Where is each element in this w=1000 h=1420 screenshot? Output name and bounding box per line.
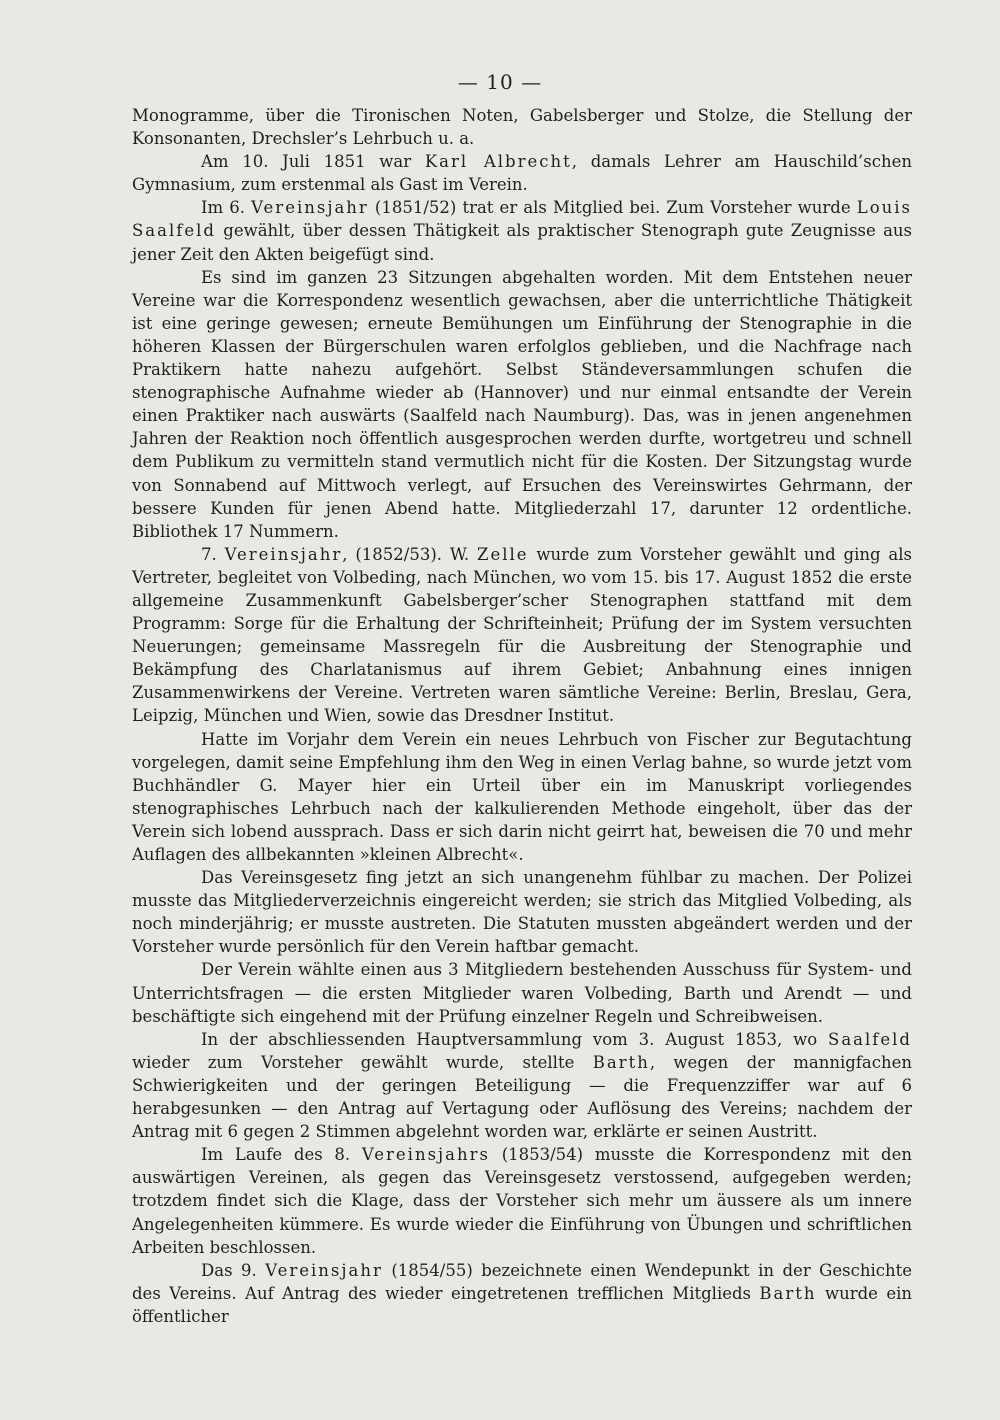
emphasized-text: Karl Albrecht xyxy=(424,152,572,172)
text-segment: Am 10. Juli 1851 war xyxy=(201,152,425,172)
emphasized-text: Vereinsjahrs xyxy=(361,1145,490,1165)
text-segment: In der abschliessenden Hauptversammlung vom 3. August 1853, wo xyxy=(201,1029,829,1049)
emphasized-text: Louis Saalfeld xyxy=(132,198,912,241)
paragraph xyxy=(132,266,912,543)
text-segment: Hatte im Vorjahr dem Verein ein neues Lehrbuch von Fischer zur Begutachtung vorgelegen, damit seine Empfehlung ihm den Weg in einen Verlag bahne, so wurde jetzt vom Buchhändler G. Mayer hier ein Urteil über ein im Manuskript vorliegendes stenographisches Lehrbuch nach der kalkulierenden Methode eingeholt, über das der Verein sich lobend aussprach. Dass er sich darin nicht geirrt hat, beweisen die 70 und mehr Auflagen des allbekannten »kleinen Albrecht«. xyxy=(132,729,912,864)
text-segment: wurde zum Vorsteher gewählt und ging als Vertreter, begleitet von Volbeding, nach München, wo vom 15. bis 17. August 1852 die erste allgemeine Zusammenkunft Gabelsberger’scher Stenographen stattfand mit dem Programm: Sorge für die Erhaltung der Schrifteinheit; Prüfung der im System versuchten Neuerungen; gemeinsame Massregeln für die Ausbreitung der Stenographie und Bekämpfung des Charlatanismus auf ihrem Gebiet; Anbahnung eines innigen Zusammenwirkens der Vereine. Vertreten waren sämtliche Vereine: Berlin, Breslau, Gera, Leipzig, München und Wien, sowie das Dresdner Institut. xyxy=(132,544,912,726)
paragraph xyxy=(132,958,912,1027)
paragraph xyxy=(132,866,912,958)
text-segment: (1851/52) trat er als Mitglied bei. Zum Vorsteher wurde xyxy=(368,198,857,218)
text-segment: Monogramme, über die Tironischen Noten, Gabelsberger und Stolze, die Stellung der Konsonanten, Drechsler’s Lehrbuch u. a. xyxy=(132,106,912,149)
paragraph xyxy=(132,1143,912,1258)
paragraph xyxy=(132,728,912,867)
paragraph xyxy=(132,543,912,728)
paragraph xyxy=(132,196,912,265)
emphasized-text: Vereinsjahr xyxy=(224,544,343,564)
emphasized-text: Vereinsjahr xyxy=(251,198,369,218)
emphasized-text: Barth xyxy=(592,1052,650,1072)
emphasized-text: Zelle xyxy=(477,544,529,564)
paragraph xyxy=(132,1259,912,1328)
paragraph xyxy=(132,1028,912,1143)
text-segment: 7. xyxy=(201,544,225,564)
text-segment: , wegen der mannigfachen Schwierigkeiten und der geringen Beteiligung — die Frequenzziffer war auf 6 herabgesunken — den Antrag auf Vertagung oder Auflösung des Vereins; nachdem der Antrag mit 6 gegen 2 Stimmen abgelehnt worden war, erklärte er seinen Austritt. xyxy=(132,1052,912,1142)
emphasized-text: Vereinsjahr xyxy=(265,1260,383,1280)
text-segment: wieder zum Vorsteher gewählt wurde, stellte xyxy=(132,1052,593,1072)
emphasized-text: Saalfeld xyxy=(828,1029,912,1049)
text-segment: Im Laufe des 8. xyxy=(201,1145,362,1165)
body-text xyxy=(132,104,912,1328)
text-segment: Das Vereinsgesetz fing jetzt an sich unangenehm fühlbar zu machen. Der Polizei musste das Mitgliederverzeichnis eingereicht werden; sie strich das Mitglied Volbeding, als noch minderjährig; er musste austreten. Die Statuten mussten abgeändert werden und der Vorsteher wurde persönlich für den Verein haftbar gemacht. xyxy=(132,868,912,957)
text-segment: gewählt, über dessen Thätigkeit als praktischer Stenograph gute Zeugnisse aus jener Zeit den Akten beigefügt sind. xyxy=(132,221,912,264)
text-segment: (1854/55) bezeichnete einen Wendepunkt in der Geschichte des Vereins. Auf Antrag des wieder eingetretenen trefflichen Mitglieds xyxy=(132,1260,912,1303)
paragraph xyxy=(132,104,912,150)
text-segment: Das 9. xyxy=(201,1260,266,1280)
text-segment: Es sind im ganzen 23 Sitzungen abgehalten worden. Mit dem Entstehen neuer Vereine war die Korrespondenz wesentlich gewachsen, aber die unterrichtliche Thätigkeit ist eine geringe gewesen; erneute Bemühungen um Einführung der Stenographie in die höheren Klassen der Bürgerschulen waren erfolglos geblieben, und die Nachfrage nach Praktikern hatte nahezu aufgehört. Selbst Ständeversammlungen schufen die stenographische Aufnahme wieder ab (Hannover) und nur einmal entsandte der Verein einen Praktiker nach auswärts (Saalfeld nach Naumburg). Das, was in jenen angenehmen Jahren der Reaktion noch öffentlich ausgesprochen werden durfte, wortgetreu und schnell dem Publikum zu vermitteln stand vermutlich nicht für die Kosten. Der Sitzungstag wurde von Sonnabend auf Mittwoch verlegt, auf Ersuchen des Vereinswirtes Gehrmann, der bessere Kunden für jenen Abend hatte. Mitgliederzahl 17, darunter 12 ordentliche. Bibliothek 17 Nummern. xyxy=(132,267,912,541)
paragraph xyxy=(132,150,912,196)
text-segment: (1853/54) musste die Korrespondenz mit den auswärtigen Vereinen, als gegen das Vereinsgesetz verstossend, aufgegeben werden; trotzdem findet sich die Klage, dass der Vorsteher sich mehr um äussere als um innere Angelegenheiten kümmere. Es wurde wieder die Einführung von Übungen und schriftlichen Arbeiten beschlossen. xyxy=(132,1145,912,1257)
emphasized-text: Barth xyxy=(759,1283,817,1303)
text-segment: wurde ein öffentlicher xyxy=(132,1283,912,1326)
text-segment: Der Verein wählte einen aus 3 Mitgliedern bestehenden Ausschuss für System- und Unterrichtsfragen — die ersten Mitglieder waren Volbeding, Barth und Arendt — und beschäftigte sich eingehend mit der Prüfung einzelner Regeln und Schreibweisen. xyxy=(132,960,912,1026)
text-segment: , (1852/53). W. xyxy=(342,544,478,564)
page-number: — 10 — xyxy=(457,70,543,94)
text-segment: , damals Lehrer am Hauschild’schen Gymnasium, zum erstenmal als Gast im Verein. xyxy=(132,152,913,195)
text-segment: Im 6. xyxy=(201,198,252,218)
